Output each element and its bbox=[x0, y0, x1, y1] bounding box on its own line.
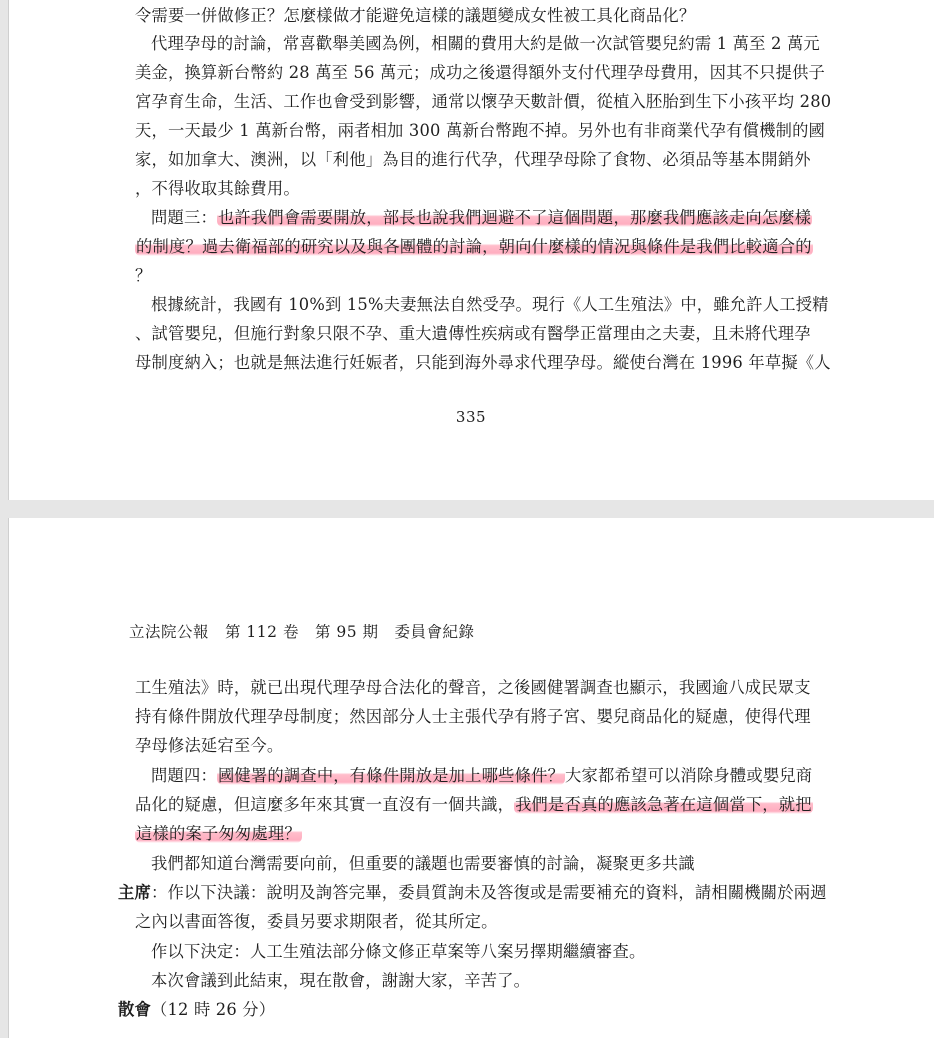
adjourn-line bbox=[118, 999, 275, 1021]
text-line: 代理孕母的討論，常喜歡舉美國為例，相關的費用大約是做一次試管嬰兒約需 1 萬至 2 萬元 bbox=[151, 34, 820, 53]
highlighted-text: 這樣的案子匆匆處理？ bbox=[136, 824, 301, 843]
adjourn-label: 散會 bbox=[118, 1000, 151, 1019]
question-3-line-1 bbox=[151, 207, 812, 229]
text-line: ，不得收取其餘費用。 bbox=[135, 179, 300, 198]
text-line: 孕母修法延宕至今。 bbox=[135, 736, 284, 755]
question-4-line-1 bbox=[151, 765, 812, 787]
document-page-336 bbox=[8, 518, 934, 1038]
page-edge bbox=[8, 518, 9, 1038]
text-line: 我們都知道台灣需要向前，但重要的議題也需要審慎的討論，凝聚更多共識 bbox=[151, 854, 695, 873]
question-4-line-2 bbox=[135, 794, 813, 816]
text-line: 美金，換算新台幣約 28 萬至 56 萬元；成功之後還得額外支付代理孕母費用，因其不只提供子 bbox=[135, 63, 826, 82]
gazette-header: 立法院公報 第 112 卷 第 95 期 委員會紀錄 bbox=[129, 623, 475, 641]
text-line: 作以下決定：人工生殖法部分條文修正草案等八案另擇期繼續審查。 bbox=[151, 942, 646, 961]
text-line: 天，一天最少 1 萬新台幣，兩者相加 300 萬新台幣跑不掉。另外也有非商業代孕有償機制的國 bbox=[135, 121, 826, 140]
text-line: 母制度納入；也就是無法進行妊娠者，只能到海外尋求代理孕母。縱使台灣在 1996 年草擬《人 bbox=[135, 353, 831, 372]
text-line: 、試管嬰兒，但施行對象只限不孕、重大遺傳性疾病或有醫學正當理由之夫妻，且未將代理孕 bbox=[135, 324, 811, 343]
text-line: 家，如加拿大、澳洲，以「利他」為目的進行代孕，代理孕母除了食物、必須品等基本開銷外 bbox=[135, 150, 811, 169]
document-page-335 bbox=[8, 0, 934, 500]
question-4-label: 問題四： bbox=[151, 766, 217, 785]
text-line: 本次會議到此結束，現在散會，謝謝大家，辛苦了。 bbox=[151, 971, 531, 990]
question-4-line-3 bbox=[135, 823, 302, 845]
text-line: 令需要一併做修正？怎麼樣做才能避免這樣的議題變成女性被工具化商品化？ bbox=[135, 6, 696, 25]
text-line: 宮孕育生命，生活、工作也會受到影響，通常以懷孕天數計價，從植入胚胎到生下小孩平均 280 bbox=[135, 92, 832, 111]
text-line: 根據統計，我國有 10%到 15%夫妻無法自然受孕。現行《人工生殖法》中，雖允許人工授精 bbox=[151, 295, 829, 314]
text-line: 之內以書面答復，委員另要求期限者，從其所定。 bbox=[135, 912, 498, 931]
highlighted-text: 我們是否真的應該急著在這個當下，就把 bbox=[515, 795, 812, 814]
chair-resolution-line-1 bbox=[118, 882, 827, 904]
question-3-line-2 bbox=[135, 236, 813, 258]
text-line: ？ bbox=[135, 266, 152, 285]
text-span: 品化的疑慮，但這麼多年來其實一直沒有一個共識， bbox=[135, 795, 515, 814]
highlighted-text: 也許我們會需要開放，部長也說我們迴避不了這個問題，那麼我們應該走向怎麼樣 bbox=[217, 208, 812, 227]
text-line: 持有條件開放代理孕母制度；然因部分人士主張代孕有將子宮、嬰兒商品化的疑慮，使得代理 bbox=[135, 707, 811, 726]
adjourn-time: （12 時 26 分） bbox=[150, 1000, 276, 1019]
text-span: ：作以下決議：說明及詢答完畢，委員質詢未及答復或是需要補充的資料，請相關機關於兩週 bbox=[150, 883, 827, 902]
highlighted-text: 的制度？過去衛福部的研究以及與各團體的討論，朝向什麼樣的情況與條件是我們比較適合的 bbox=[136, 237, 812, 256]
page-number: 335 bbox=[455, 408, 487, 426]
question-3-label: 問題三： bbox=[151, 208, 217, 227]
speaker-label: 主席 bbox=[118, 883, 151, 902]
highlighted-text: 國健署的調查中，有條件開放是加上哪些條件？ bbox=[217, 766, 565, 785]
text-line: 工生殖法》時，就已出現代理孕母合法化的聲音，之後國健署調查也顯示，我國逾八成民眾支 bbox=[135, 678, 811, 697]
text-span: 大家都希望可以消除身體或嬰兒商 bbox=[565, 766, 813, 785]
